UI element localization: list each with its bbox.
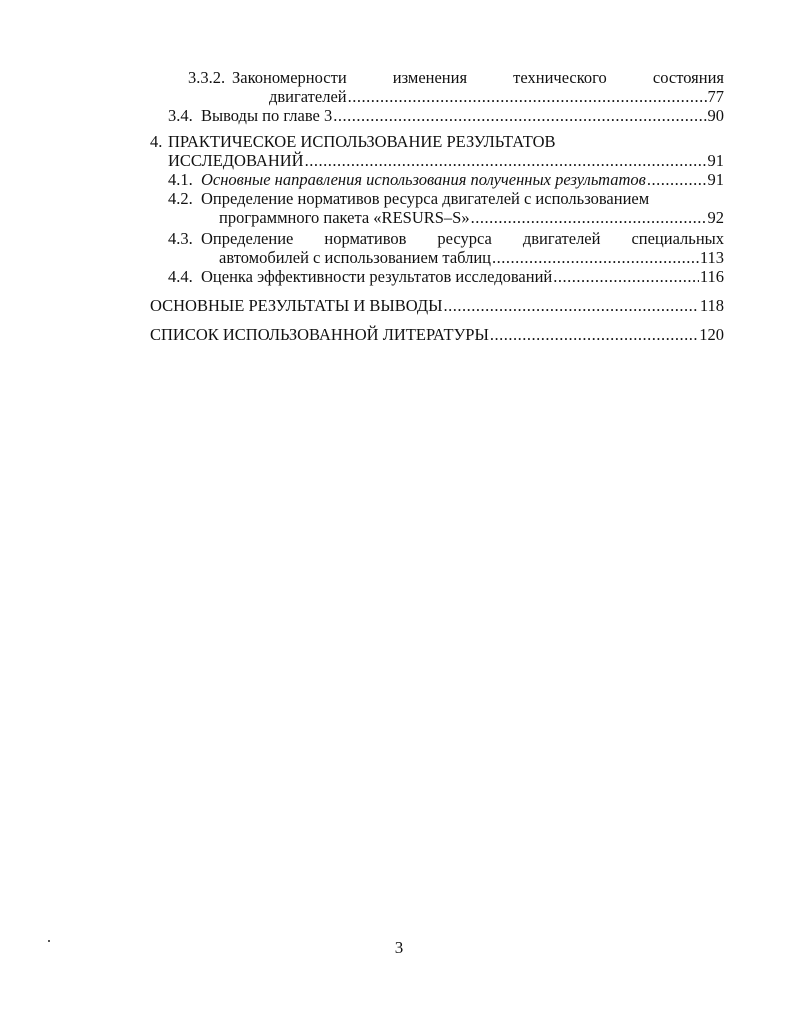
- toc-entry-number: 4.: [150, 132, 163, 151]
- toc-entry-number: 4.3.: [168, 229, 193, 248]
- toc-page-number: 118: [699, 296, 724, 315]
- toc-entry-title-cont: программного пакета «RESURS–S»: [219, 208, 470, 227]
- toc-page-number: 90: [707, 106, 724, 125]
- dot-leader: [444, 296, 699, 315]
- toc-entry-title: ОСНОВНЫЕ РЕЗУЛЬТАТЫ И ВЫВОДЫ: [150, 296, 443, 315]
- toc-entry-3-3-2-line1: [188, 68, 724, 87]
- toc-entry-number: 4.1.: [168, 170, 193, 189]
- toc-word: изменения: [392, 68, 468, 87]
- toc-entry-4-1-line: [168, 170, 724, 189]
- toc-entry-title-cont: автомобилей с использованием таблиц: [219, 248, 492, 267]
- toc-entry-title: ПРАКТИЧЕСКОЕ ИСПОЛЬЗОВАНИЕ РЕЗУЛЬТАТОВ: [168, 132, 556, 151]
- dot-leader: [553, 267, 699, 286]
- toc-entry-results-line: [150, 296, 724, 315]
- toc-word: Закономерности: [232, 68, 347, 87]
- toc-word: технического: [513, 68, 607, 87]
- toc-entry-title: Оценка эффективности результатов исследований: [201, 267, 553, 286]
- toc-page-number: 91: [707, 170, 724, 189]
- toc-entry-4[interactable]: [150, 132, 724, 170]
- toc-entry-number: 3.4.: [168, 106, 193, 125]
- toc-entry-title-cont: ИССЛЕДОВАНИЙ: [168, 151, 304, 170]
- toc-entry-number: 3.3.2.: [188, 68, 226, 87]
- toc-entry-title-cont: двигателей: [269, 87, 347, 106]
- toc-word: двигателей: [522, 229, 601, 248]
- toc-word: специальных: [631, 229, 724, 248]
- toc-word: состояния: [652, 68, 724, 87]
- dot-leader: [333, 106, 706, 125]
- toc-entry-literature[interactable]: [150, 325, 724, 344]
- toc-entry-4-2-line2: [219, 208, 724, 227]
- toc-page-number: 116: [699, 267, 724, 286]
- toc-entry-title: Выводы по главе 3: [201, 106, 333, 125]
- toc-page-number: 113: [699, 248, 724, 267]
- toc-page-number: 92: [707, 208, 724, 227]
- toc-entry-number: 4.4.: [168, 267, 193, 286]
- dot-leader: [490, 325, 698, 344]
- toc-entry-4-4-line: [168, 267, 724, 286]
- toc-entry-title: [201, 229, 724, 248]
- toc-entry-title: Основные направления использования полученных результатов: [201, 170, 646, 189]
- dot-leader: [647, 170, 707, 189]
- toc-word: нормативов: [324, 229, 407, 248]
- toc-word: Определение: [201, 229, 294, 248]
- toc-entry-title: СПИСОК ИСПОЛЬЗОВАННОЙ ЛИТЕРАТУРЫ: [150, 325, 489, 344]
- dot-leader: [492, 248, 699, 267]
- table-of-contents: [150, 68, 724, 344]
- toc-entry-4-line1: [150, 132, 724, 151]
- toc-entry-3-4[interactable]: [168, 106, 724, 125]
- toc-entry-4-3-line1: [168, 229, 724, 248]
- toc-entry-4-1[interactable]: [168, 170, 724, 189]
- toc-entry-title: Определение нормативов ресурса двигателей с использованием: [201, 189, 650, 208]
- toc-entry-4-2[interactable]: [168, 189, 724, 227]
- toc-entry-results[interactable]: [150, 296, 724, 315]
- toc-entry-4-4[interactable]: [168, 267, 724, 286]
- toc-entry-4-line2: [168, 151, 724, 170]
- toc-entry-4-2-line1: [168, 189, 724, 208]
- toc-entry-3-3-2-line2: [269, 87, 724, 106]
- toc-entry-title: [232, 68, 724, 87]
- toc-entry-number: 4.2.: [168, 189, 193, 208]
- toc-page-number: 91: [707, 151, 724, 170]
- toc-word: ресурса: [437, 229, 492, 248]
- page-number: 3: [394, 938, 404, 957]
- toc-entry-literature-line: [150, 325, 724, 344]
- toc-entry-3-4-line: [168, 106, 724, 125]
- toc-entry-3-3-2[interactable]: [188, 68, 724, 106]
- toc-entry-4-3[interactable]: [168, 229, 724, 267]
- toc-page-number: 77: [707, 87, 724, 106]
- toc-page-number: 120: [699, 325, 724, 344]
- dot-leader: [471, 208, 707, 227]
- toc-entry-4-3-line2: [219, 248, 724, 267]
- dot-leader: [348, 87, 707, 106]
- dot-leader: [305, 151, 707, 170]
